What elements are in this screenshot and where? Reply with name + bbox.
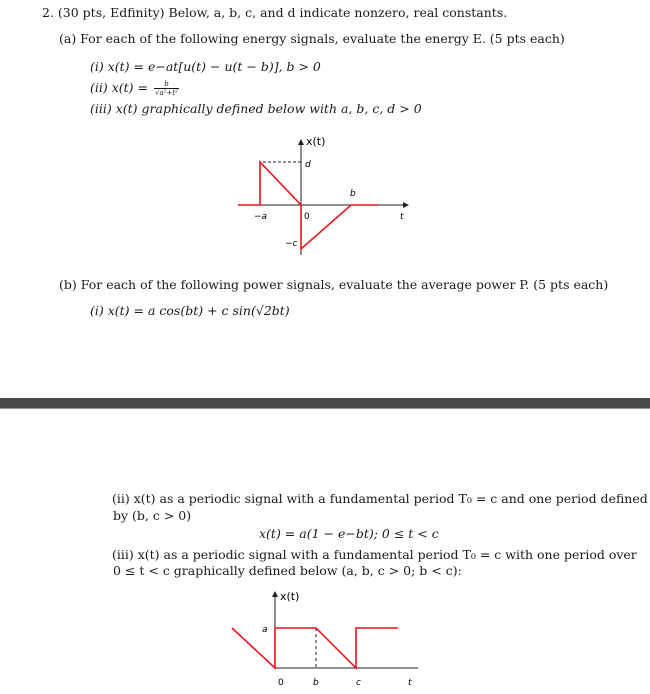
graph-b-c-label: c [356,678,361,688]
graph-b-a-label: a [262,625,268,635]
page-divider [0,398,650,408]
graph-b-y-label: x(t) [280,590,300,603]
graph-a-iii [0,0,650,300]
part-b-item-ii-line1: (ii) x(t) as a periodic signal with a fundamental period T₀ = c and one period defined [112,491,648,506]
part-b-intro: (b) For each of the following power signals, evaluate the average power P. (5 pts each) [59,277,609,292]
problem-header-text: (30 pts, Edfinity) Below, a, b, c, and d indicate nonzero, real constants. [57,5,508,20]
part-a-intro: (a) For each of the following energy signals, evaluate the energy E. (5 pts each) [59,31,565,46]
graph-a-neg-a-label: −a [254,212,268,222]
part-b-item-ii-equation: x(t) = a(1 − e−bt); 0 ≤ t < c [259,526,439,541]
problem-number: 2. [42,5,54,20]
fraction-denominator: √a²+t² [154,89,178,97]
part-a-item-iii: (iii) x(t) graphically defined below with a, b, c, d > 0 [90,101,422,116]
part-b-item-ii-line2: by (b, c > 0) [113,508,192,523]
graph-b-iii [0,580,650,694]
graph-b-t-label: t [408,678,412,688]
part-a-item-ii-lhs: (ii) x(t) = [90,80,148,95]
b-signal-trace [232,628,398,668]
graph-a-d-label: d [305,160,311,170]
part-b-item-iii-line2: 0 ≤ t < c graphically defined below (a, b, c > 0; b < c): [113,563,462,578]
graph-a-y-label: x(t) [306,135,326,148]
part-b-item-iii-line1: (iii) x(t) as a periodic signal with a fundamental period T₀ = c with one period over [112,547,637,562]
part-a-item-i: (i) x(t) = e−at[u(t) − u(t − b)], b > 0 [90,59,321,74]
graph-a-b-label: b [350,189,356,199]
fraction-numerator: b [154,80,179,89]
graph-a-neg-c-label: −c [285,239,298,249]
graph-a-t-label: t [400,212,404,222]
graph-a-zero-label: 0 [304,212,310,222]
graph-b-zero-label: 0 [278,678,284,688]
graph-b-b-label: b [313,678,319,688]
part-b-item-i: (i) x(t) = a cos(bt) + c sin(√2bt) [90,303,290,318]
